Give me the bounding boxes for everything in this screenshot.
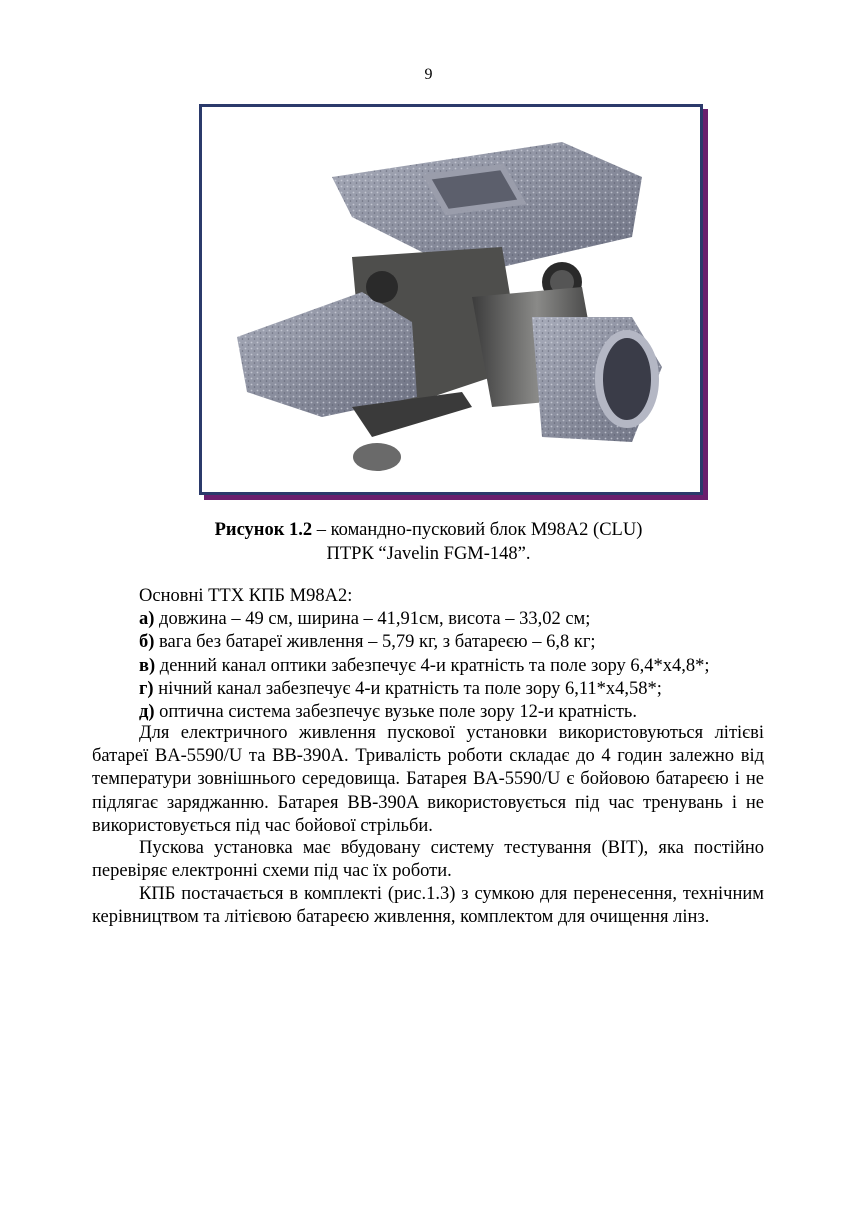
figure-caption xyxy=(0,518,857,566)
ttx-item-b: б) вага без батареї живлення – 5,79 кг, з батареєю – 6,8 кг; xyxy=(139,632,596,653)
caption-line-2: ПТРК “Javelin FGM-148”. xyxy=(326,544,531,564)
ttx-intro: Основні ТТХ КПБ M98A2: xyxy=(139,586,353,606)
ttx-item-g: г) нічний канал забезпечує 4-и кратність та поле зору 6,11*х4,58*; xyxy=(139,678,662,699)
ttx-item-v: в) денний канал оптики забезпечує 4-и кратність та поле зору 6,4*х4,8*; xyxy=(139,655,710,676)
ttx-item-a: а) довжина – 49 см, ширина – 41,91см, висота – 33,02 см; xyxy=(139,609,591,630)
ttx-item-d: д) оптична система забезпечує вузьке поле зору 12-и кратність. xyxy=(139,702,637,723)
figure-frame xyxy=(199,104,703,495)
paragraph-bit: Пускова установка має вбудовану систему тестування (BIT), яка постійно перевіряє електронні схеми під час їх роботи. xyxy=(92,838,764,882)
caption-label: Рисунок 1.2 xyxy=(214,520,313,540)
mount-foot xyxy=(353,443,401,471)
eyepiece-window xyxy=(427,167,522,212)
knob-shape xyxy=(366,271,398,303)
clu-device-illustration xyxy=(202,107,700,492)
ttx-list xyxy=(92,585,764,724)
caption-text: – командно-пусковий блок M98A2 (CLU) xyxy=(312,520,643,540)
paragraph-kit: КПБ постачається в комплекті (рис.1.3) з сумкою для перенесення, технічним керівництвом та літієвою батареєю живлення, комплектом для очищення лінз. xyxy=(92,884,764,928)
paragraph-power: Для електричного живлення пускової установки використовуються літієві батареї BA-5590/U та BB-390A. Тривалість роботи складає до 4 годин залежно від температури зовнішнього середовища. Батарея BA-5590/U є бойовою батареєю і не підлягає заряджанню. Батарея BB-390A використовується під час тренувань і не використовується під час бойової стрільби. xyxy=(92,723,764,836)
page-number: 9 xyxy=(424,66,433,83)
caption-line-1 xyxy=(0,518,857,542)
